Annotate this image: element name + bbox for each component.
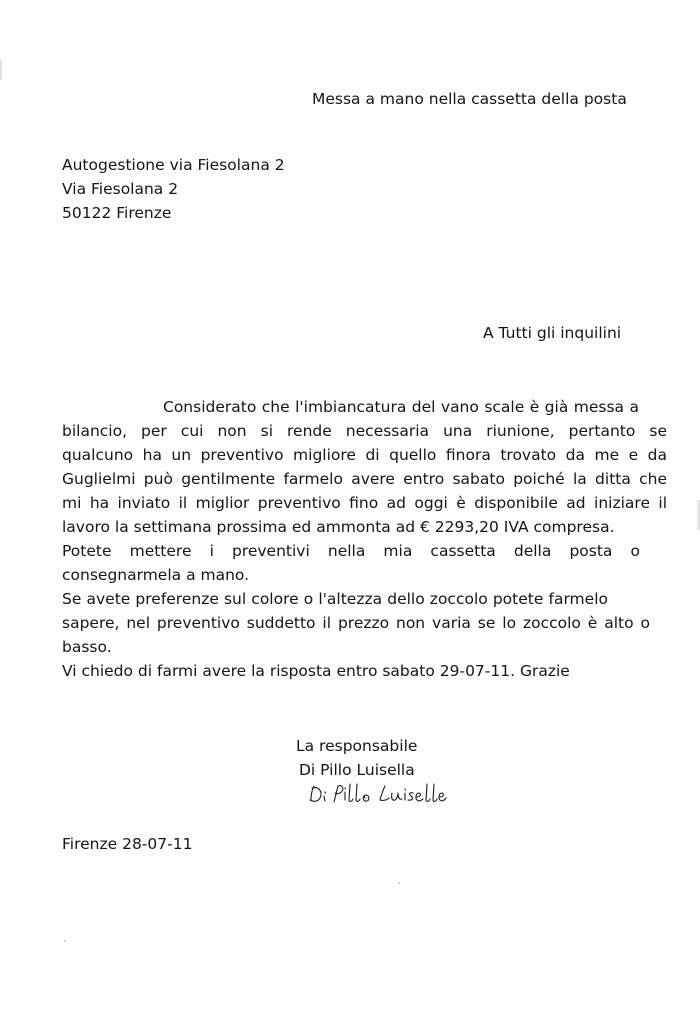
scan-speck — [398, 882, 400, 884]
body-line: mi ha inviato il miglior preventivo fino ad oggi è disponibile ad iniziare il — [62, 494, 667, 512]
date-line: Firenze 28-07-11 — [62, 835, 193, 853]
body-line: bilancio, per cui non si rende necessaria una riunione, pertanto se — [62, 422, 667, 440]
scan-edge-mark — [0, 60, 2, 80]
address-line-1: Autogestione via Fiesolana 2 — [62, 156, 285, 174]
signature-role: La responsabile — [296, 737, 418, 755]
body-line: Se avete preferenze sul colore o l'altezza dello zoccolo potete farmelo — [62, 590, 608, 608]
body-line: lavoro la settimana prossima ed ammonta ad € 2293,20 IVA compresa. — [62, 518, 615, 536]
address-line-3: 50122 Firenze — [62, 204, 172, 222]
body-line: Guglielmi può gentilmente farmelo avere entro sabato poiché la ditta che — [62, 470, 667, 488]
signature-name: Di Pillo Luisella — [299, 761, 415, 779]
body-line: Vi chiedo di farmi avere la risposta entro sabato 29-07-11. Grazie — [62, 662, 570, 680]
recipient-line: A Tutti gli inquilini — [483, 324, 622, 342]
body-line: consegnarmela a mano. — [62, 566, 250, 584]
body-line: basso. — [62, 638, 112, 656]
scan-shadow — [696, 500, 700, 530]
scan-speck — [64, 940, 66, 942]
body-line: Considerato che l'imbiancatura del vano scale è già messa a — [163, 398, 639, 416]
body-line: qualcuno ha un preventivo migliore di quello finora trovato da me e da — [62, 446, 667, 464]
address-line-2: Via Fiesolana 2 — [62, 180, 179, 198]
delivery-note: Messa a mano nella cassetta della posta — [312, 90, 627, 108]
handwritten-signature — [307, 780, 472, 810]
body-line: Potete mettere i preventivi nella mia cassetta della posta o — [62, 542, 640, 560]
body-line: sapere, nel preventivo suddetto il prezzo non varia se lo zoccolo è alto o — [62, 614, 650, 632]
